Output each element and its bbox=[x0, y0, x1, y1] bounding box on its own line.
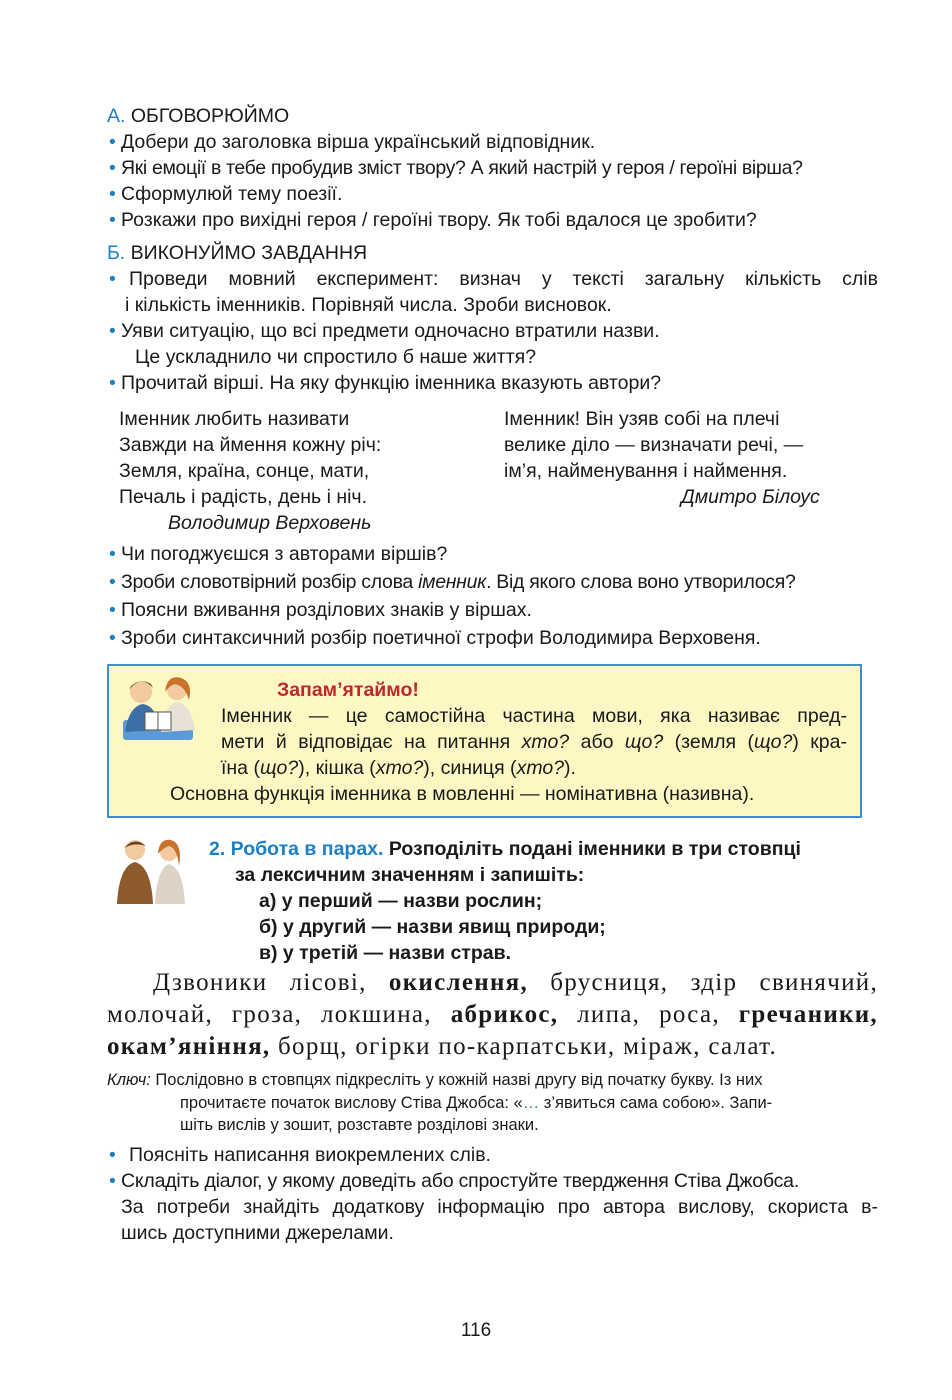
task-subitem: б) у другий — назви явищ природи; bbox=[259, 916, 606, 938]
key-label: Ключ: bbox=[107, 1071, 151, 1089]
task-instruction-continuation: за лексичним значенням і запишіть: bbox=[235, 864, 585, 886]
word: локшина, bbox=[320, 1001, 432, 1028]
task-heading bbox=[209, 836, 801, 862]
poem-author: Дмитро Білоус bbox=[681, 486, 820, 508]
word-list-line bbox=[107, 999, 878, 1031]
word: здір свинячий, bbox=[690, 969, 878, 996]
section-a-heading bbox=[107, 103, 289, 129]
word: окислення, bbox=[388, 969, 529, 996]
list-item: • Прочитай вірші. На яку функцію іменника вказують автори? bbox=[109, 372, 662, 394]
section-b-title: ВИКОНУЙМО ЗАВДАННЯ bbox=[130, 242, 368, 264]
bullet-icon: • bbox=[109, 268, 116, 290]
poem-author: Володимир Верховень bbox=[168, 512, 372, 534]
page-number: 116 bbox=[460, 1320, 492, 1341]
word: молочай, bbox=[107, 1001, 214, 1028]
note-line: Іменник — це самостійна частина мови, яка називає пред- bbox=[221, 705, 847, 727]
list-item: • Проведи мовний експеримент: визнач у тексті загальну кількість слів bbox=[109, 268, 878, 290]
list-item: • Зроби синтаксичний розбір поетичної строфи Володимира Верховеня. bbox=[109, 627, 761, 649]
note-line: Основна функція іменника в мовленні — номінативна (називна). bbox=[170, 783, 755, 805]
bullet-icon: • bbox=[109, 627, 116, 649]
bullet-icon: • bbox=[109, 320, 116, 342]
bullet-icon: • bbox=[109, 571, 116, 593]
task-number: 2. Робота в парах. bbox=[209, 838, 384, 860]
poem-line: ім’я, найменування і наймення. bbox=[504, 460, 788, 482]
list-item-continuation: Це ускладнило чи спростило б наше життя? bbox=[135, 346, 537, 368]
word: брусниця, bbox=[550, 969, 669, 996]
word-list-line bbox=[107, 1031, 878, 1063]
list-item-continuation: За потреби знайдіть додаткову інформацію про автора вислову, скориста в- bbox=[121, 1196, 878, 1218]
list-item: • Зроби словотвірний розбір слова іменник. Від якого слова воно утворилося? bbox=[109, 571, 796, 593]
section-b-letter: Б. bbox=[107, 242, 126, 264]
bullet-icon: • bbox=[109, 1144, 116, 1166]
list-item: • Чи погоджуєшся з авторами віршів? bbox=[109, 543, 448, 565]
list-item: • Поясніть написання виокремлених слів. bbox=[109, 1144, 491, 1166]
bullet-icon: • bbox=[109, 183, 116, 205]
list-item: • Розкажи про вихідні героя / героїні твору. Як тобі вдалося це зробити? bbox=[109, 209, 757, 231]
word: абрикос, bbox=[450, 1001, 559, 1028]
word: огірки по-карпатськи, bbox=[355, 1033, 616, 1060]
students-reading-icon bbox=[115, 672, 203, 748]
key-line: шіть вислів у зошит, розставте розділові знаки. bbox=[180, 1116, 539, 1134]
word: салат. bbox=[708, 1033, 778, 1060]
poem-left bbox=[119, 406, 381, 536]
task-instruction: Розподіліть подані іменники в три стовпці bbox=[388, 838, 801, 860]
list-item: • Сформулюй тему поезії. bbox=[109, 183, 343, 205]
word: міраж, bbox=[623, 1033, 701, 1060]
bullet-icon: • bbox=[109, 157, 116, 179]
task-subitem: в) у третій — назви страв. bbox=[259, 942, 512, 964]
bullet-icon: • bbox=[109, 131, 116, 153]
list-item: • Складіть діалог, у якому доведіть або спростуйте твердження Стіва Джобса. bbox=[109, 1170, 800, 1192]
bullet-icon: • bbox=[109, 543, 116, 565]
list-item: • Поясни вживання розділових знаків у віршах. bbox=[109, 599, 532, 621]
students-pair-icon bbox=[107, 836, 195, 906]
list-item: • Уяви ситуацію, що всі предмети одночасно втратили назви. bbox=[109, 320, 660, 342]
note-line: їна (що?), кішка (хто?), синиця (хто?). bbox=[221, 757, 576, 779]
note-box bbox=[107, 664, 862, 818]
poem-line: Завжди на ймення кожну річ: bbox=[119, 434, 382, 456]
key-line: прочитаєте початок вислову Стіва Джобса: «… з’явиться сама собою». Запи- bbox=[180, 1094, 773, 1112]
section-a-letter: А. bbox=[107, 105, 126, 127]
list-item-continuation: шись доступними джерелами. bbox=[121, 1222, 394, 1244]
word: борщ, bbox=[278, 1033, 348, 1060]
poem-line: Земля, країна, сонце, мати, bbox=[119, 460, 370, 482]
note-title: Запам’ятаймо! bbox=[277, 679, 419, 701]
poem-line: велике діло — визначати речі, — bbox=[504, 434, 804, 456]
task-subitem: а) у перший — назви рослин; bbox=[259, 890, 543, 912]
word: гречаники, bbox=[738, 1001, 878, 1028]
note-line: мети й відповідає на питання хто? або що? (земля (що?) кра- bbox=[221, 731, 847, 753]
section-a-title: ОБГОВОРЮЙМО bbox=[130, 105, 290, 127]
list-item-continuation: і кількість іменників. Порівняй числа. Зроби висновок. bbox=[125, 294, 612, 316]
key-line: Ключ: Послідовно в стовпцях підкресліть у кожній назві другу від початку букву. Із них bbox=[107, 1071, 763, 1089]
bullet-icon: • bbox=[109, 372, 116, 394]
word: Дзвоники лісові, bbox=[153, 969, 367, 996]
word: окам’яніння, bbox=[107, 1033, 271, 1060]
bullet-icon: • bbox=[109, 599, 116, 621]
section-b-heading bbox=[107, 240, 367, 266]
poem-right bbox=[504, 406, 820, 510]
word: гроза, bbox=[231, 1001, 303, 1028]
word-list-line bbox=[107, 967, 878, 999]
poem-line: Іменник любить називати bbox=[119, 408, 350, 430]
word-list bbox=[107, 967, 878, 1063]
bullet-icon: • bbox=[109, 1170, 116, 1192]
list-item: • Добери до заголовка вірша український відповідник. bbox=[109, 131, 596, 153]
bullet-icon: • bbox=[109, 209, 116, 231]
poem-line: Іменник! Він узяв собі на плечі bbox=[504, 408, 780, 430]
word: липа, bbox=[577, 1001, 641, 1028]
word: роса, bbox=[659, 1001, 720, 1028]
poem-line: Печаль і радість, день і ніч. bbox=[119, 486, 367, 508]
list-item: • Які емоції в тебе пробудив зміст твору? А який настрій у героя / героїні вірша? bbox=[109, 157, 803, 179]
